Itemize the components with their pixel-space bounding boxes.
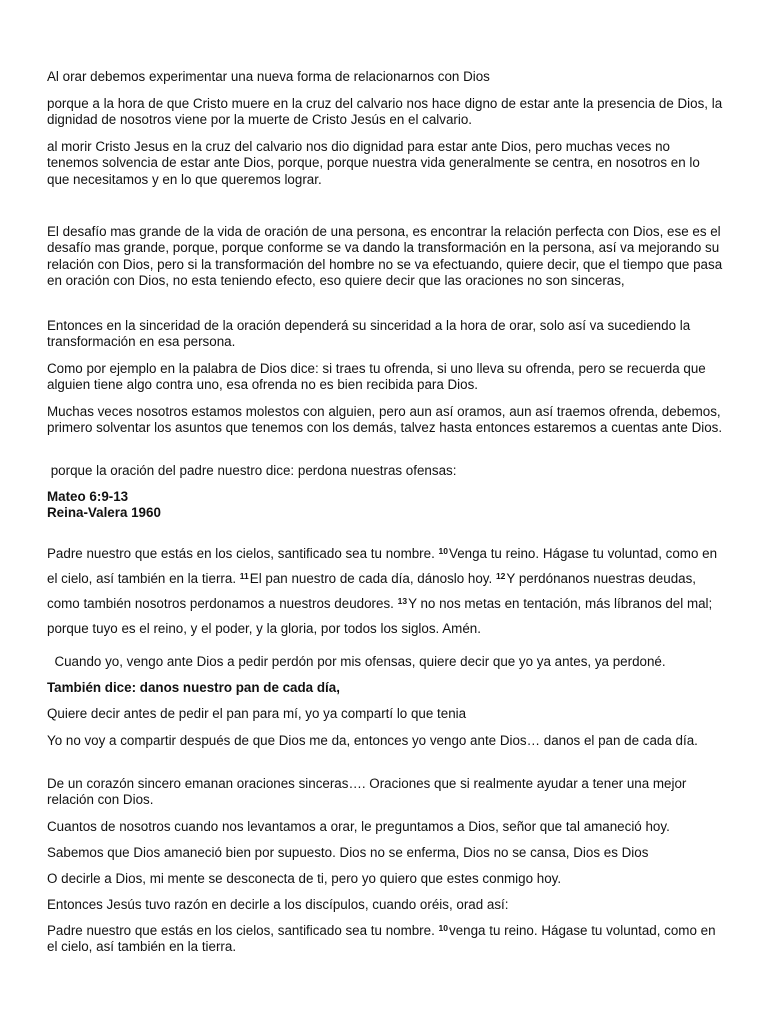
paragraph-3: al morir Cristo Jesus en la cruz del calvario nos dio dignidad para estar ante Dios, pero muchas veces no tenemos solvencia de estar ante Dios, porque, porque nuestra vida generalmente se centra, en nosotros en lo que necesitamos y en lo que queremos lograr.	[47, 139, 700, 187]
scripture-book: Mateo 6:9-13	[47, 489, 129, 504]
paragraph-14: Cuantos de nosotros cuando nos levantamos a orar, le preguntamos a Dios, señor que tal amaneció hoy.	[47, 819, 670, 834]
paragraph-12: Yo no voy a compartir después de que Dios me da, entonces yo vengo ante Dios… danos el pan de cada día.	[47, 733, 698, 748]
paragraph-4: El desafío mas grande de la vida de oración de una persona, es encontrar la relación perfecta con Dios, ese es el desafío mas grande, porque, porque conforme se va dando la transformación en la persona, así va mejorando su relación con Dios, pero si la transformación del hombre no se va efectuando, quiere decir, que el tiempo que pasa en oración con Dios, no esta teniendo efecto, eso quiere decir que las oraciones no son sinceras,	[47, 224, 723, 289]
paragraph-10: También dice: danos nuestro pan de cada día,	[47, 680, 340, 695]
paragraph-9: Cuando yo, vengo ante Dios a pedir perdón por mis ofensas, quiere decir que yo ya antes, ya perdoné.	[47, 654, 666, 669]
verse-number-10-repeat: 10	[438, 923, 449, 933]
paragraph-5: Entonces en la sinceridad de la oración dependerá su sinceridad a la hora de orar, solo así va sucediendo la transformación en esa persona.	[47, 318, 691, 350]
scripture-passage	[47, 541, 723, 641]
verse-number-13: 13	[397, 596, 408, 606]
paragraph-15: Sabemos que Dios amaneció bien por supuesto. Dios no se enferma, Dios no se cansa, Dios es Dios	[47, 845, 649, 860]
verse-12: Y perdónanos nuestras deudas, como también nosotros perdonamos a nuestros deudores.	[47, 571, 697, 611]
paragraph-13: De un corazón sincero emanan oraciones sinceras…. Oraciones que si realmente ayudar a tener una mejor relación con Dios.	[47, 776, 687, 808]
paragraph-18	[47, 923, 723, 956]
verse-9-repeat: Padre nuestro que estás en los cielos, santificado sea tu nombre.	[47, 923, 439, 938]
paragraph-17: Entonces Jesús tuvo razón en decirle a los discípulos, cuando oréis, orad así:	[47, 897, 509, 912]
verse-number-12: 12	[495, 571, 506, 581]
paragraph-11: Quiere decir antes de pedir el pan para mí, yo ya compartí lo que tenia	[47, 706, 467, 721]
paragraph-7: Muchas veces nosotros estamos molestos con alguien, pero aun así oramos, aun así traemos ofrenda, debemos, primero solventar los asuntos que tenemos con los demás, talvez hasta entonces estaremos a cuentas ante Dios.	[47, 404, 723, 436]
paragraph-1: Al orar debemos experimentar una nueva forma de relacionarnos con Dios	[47, 69, 490, 84]
verse-number-10: 10	[438, 546, 449, 556]
verse-13: Y no nos metas en tentación, más líbranos del mal; porque tuyo es el reino, y el poder, y la gloria, por todos los siglos. Amén.	[47, 596, 713, 636]
verse-10-repeat: venga tu reino. Hágase tu voluntad, como en el cielo, así también en la tierra.	[47, 923, 716, 955]
verse-10: Venga tu reino. Hágase tu voluntad, como en el cielo, así también en la tierra.	[47, 546, 718, 586]
scripture-reference	[47, 489, 723, 522]
scripture-version: Reina-Valera 1960	[47, 505, 161, 521]
paragraph-2: porque a la hora de que Cristo muere en la cruz del calvario nos hace digno de estar ante la presencia de Dios, la dignidad de nosotros viene por la muerte de Cristo Jesús en el calvario.	[47, 96, 723, 128]
paragraph-16: O decirle a Dios, mi mente se desconecta de ti, pero yo quiero que estes conmigo hoy.	[47, 871, 562, 886]
verse-number-11: 11	[239, 571, 249, 581]
paragraph-8: porque la oración del padre nuestro dice: perdona nuestras ofensas:	[47, 463, 457, 478]
paragraph-6: Como por ejemplo en la palabra de Dios dice: si traes tu ofrenda, si uno lleva su ofrenda, pero se recuerda que alguien tiene algo contra uno, esa ofrenda no es bien recibida para Dios.	[47, 361, 706, 393]
verse-9: Padre nuestro que estás en los cielos, santificado sea tu nombre.	[47, 546, 439, 561]
verse-11: El pan nuestro de cada día, dánoslo hoy.	[249, 571, 496, 586]
